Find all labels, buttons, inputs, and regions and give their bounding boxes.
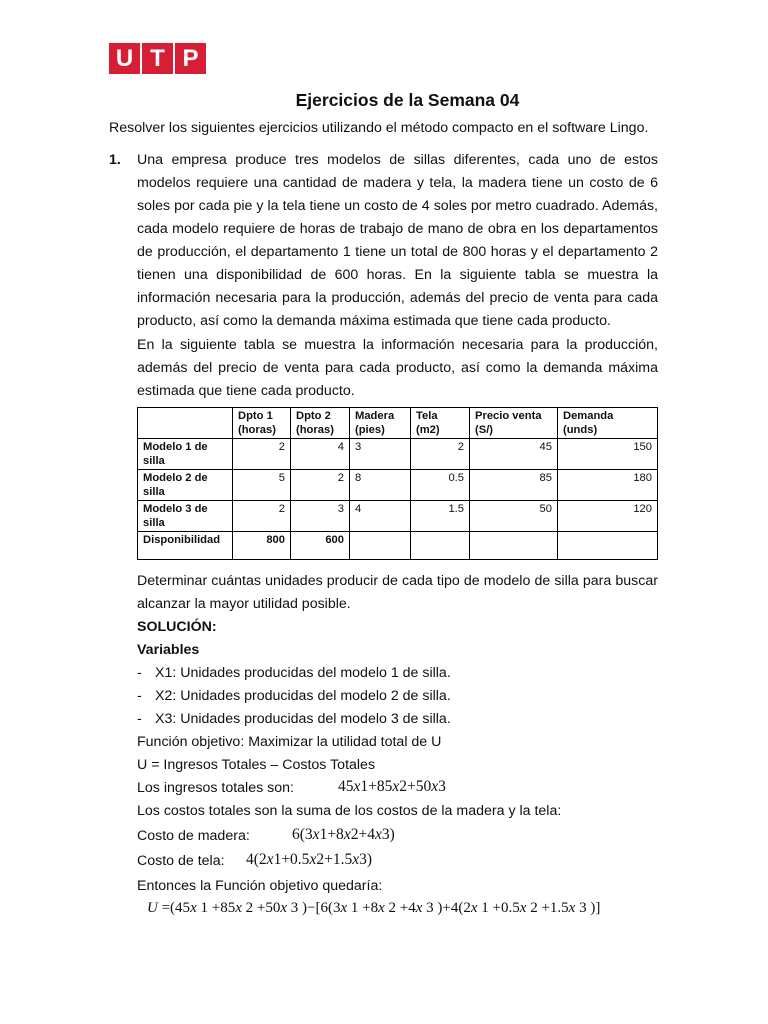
income-formula: 45x1+85x2+50x3 <box>338 778 446 795</box>
table-cell: 2 <box>411 439 470 470</box>
table-header-cell: Dpto 2 (horas) <box>291 408 350 439</box>
table-cell: 2 <box>233 439 291 470</box>
variable-bullet: - <box>137 665 142 681</box>
intro-text: Resolver los siguientes ejercicios utilizando el método compacto en el software Lingo. <box>109 120 649 136</box>
table-header-cell <box>138 408 233 439</box>
utp-logo <box>109 43 206 74</box>
table-cell: 800 <box>233 532 291 560</box>
logo-letter-t: T <box>142 43 173 74</box>
table-row <box>138 439 658 470</box>
wood-cost-formula: 6(3x1+8x2+4x3) <box>292 826 395 843</box>
table-cell: 4 <box>291 439 350 470</box>
variable-bullet: - <box>137 711 142 727</box>
page-title: Ejercicios de la Semana 04 <box>295 90 520 110</box>
table-cell: 45 <box>470 439 558 470</box>
row-label: Modelo 2 de silla <box>138 470 233 501</box>
income-label: Los ingresos totales son: <box>137 780 294 796</box>
table-cell: 8 <box>350 470 411 501</box>
variable-item: X1: Unidades producidas del modelo 1 de silla. <box>155 665 451 681</box>
table-header-row <box>138 408 658 439</box>
solution-heading: SOLUCIÓN: <box>137 619 217 635</box>
availability-row <box>138 532 658 560</box>
determine-line: alcanzar la mayor utilidad posible. <box>137 596 351 612</box>
table-header-cell: Tela (m2) <box>411 408 470 439</box>
table-cell <box>350 532 411 560</box>
table-row <box>138 470 658 501</box>
paragraph1-line: soles por cada pie y la tela tiene un costo de 4 soles por metro cuadrado. Además, <box>137 198 658 214</box>
row-label: Modelo 1 de silla <box>138 439 233 470</box>
table-header-cell: Demanda (unds) <box>558 408 658 439</box>
paragraph1-line: información necesaria para la producción, además del precio de venta para cada <box>137 290 658 306</box>
table-header-cell: Madera (pies) <box>350 408 411 439</box>
paragraph1-line: tienen una disponibilidad de 600 horas. En la siguiente tabla se muestra la <box>137 267 658 283</box>
table-cell: 150 <box>558 439 658 470</box>
variable-item: X3: Unidades producidas del modelo 3 de silla. <box>155 711 451 727</box>
production-table <box>137 407 658 560</box>
table-cell: 4 <box>350 501 411 532</box>
paragraph2-line: estimada que tiene cada producto. <box>137 383 355 399</box>
cloth-cost-label: Costo de tela: <box>137 853 225 869</box>
table-cell: 5 <box>233 470 291 501</box>
paragraph1-line: producto, así como la demanda máxima estimada que tiene cada producto. <box>137 313 611 329</box>
cloth-cost-formula: 4(2x1+0.5x2+1.5x3) <box>246 851 373 868</box>
table-cell: 180 <box>558 470 658 501</box>
variables-heading: Variables <box>137 642 200 658</box>
table-cell <box>411 532 470 560</box>
table-cell: 1.5 <box>411 501 470 532</box>
paragraph2-line: En la siguiente tabla se muestra la información necesaria para la producción, <box>137 337 658 353</box>
table-cell: 2 <box>233 501 291 532</box>
final-label: Entonces la Función objetivo quedaría: <box>137 878 383 894</box>
objective-text: Función objetivo: Maximizar la utilidad total de U <box>137 734 442 750</box>
logo-letter-p: P <box>175 43 206 74</box>
table-cell: 2 <box>291 470 350 501</box>
logo-letter-u: U <box>109 43 140 74</box>
table-row <box>138 501 658 532</box>
paragraph1-line: de producción, el departamento 1 tiene un total de 800 horas y el departamento 2 <box>137 244 658 260</box>
table-cell <box>558 532 658 560</box>
row-label: Disponibilidad <box>138 532 233 560</box>
table-header-cell: Dpto 1 (horas) <box>233 408 291 439</box>
wood-cost-label: Costo de madera: <box>137 828 250 844</box>
row-label: Modelo 3 de silla <box>138 501 233 532</box>
table-cell: 3 <box>350 439 411 470</box>
table-cell: 120 <box>558 501 658 532</box>
table-cell <box>470 532 558 560</box>
table-header-cell: Precio venta (S/) <box>470 408 558 439</box>
paragraph1-line: Una empresa produce tres modelos de sillas diferentes, cada uno de estos <box>137 152 658 168</box>
table-cell: 3 <box>291 501 350 532</box>
table-cell: 85 <box>470 470 558 501</box>
table-cell: 0.5 <box>411 470 470 501</box>
paragraph1-line: cada modelo requiere de horas de trabajo de mano de obra en los departamentos <box>137 221 658 237</box>
table-cell: 50 <box>470 501 558 532</box>
variable-item: X2: Unidades producidas del modelo 2 de silla. <box>155 688 451 704</box>
exercise-number: 1. <box>109 152 121 168</box>
table-cell: 600 <box>291 532 350 560</box>
variable-bullet: - <box>137 688 142 704</box>
paragraph2-line: además del precio de venta para cada producto, así como la demanda máxima <box>137 360 658 376</box>
costs-intro: Los costos totales son la suma de los costos de la madera y la tela: <box>137 803 562 819</box>
final-objective-formula: U =(45x 1 +85x 2 +50x 3 )−[6(3x 1 +8x 2 +4x 3 )+4(2x 1 +0.5x 2 +1.5x 3 )] <box>147 900 601 916</box>
determine-line: Determinar cuántas unidades producir de cada tipo de modelo de silla para buscar <box>137 573 658 589</box>
u-definition: U = Ingresos Totales – Costos Totales <box>137 757 376 773</box>
paragraph1-line: modelos requiere una cantidad de madera y tela, la madera tiene un costo de 6 <box>137 175 658 191</box>
